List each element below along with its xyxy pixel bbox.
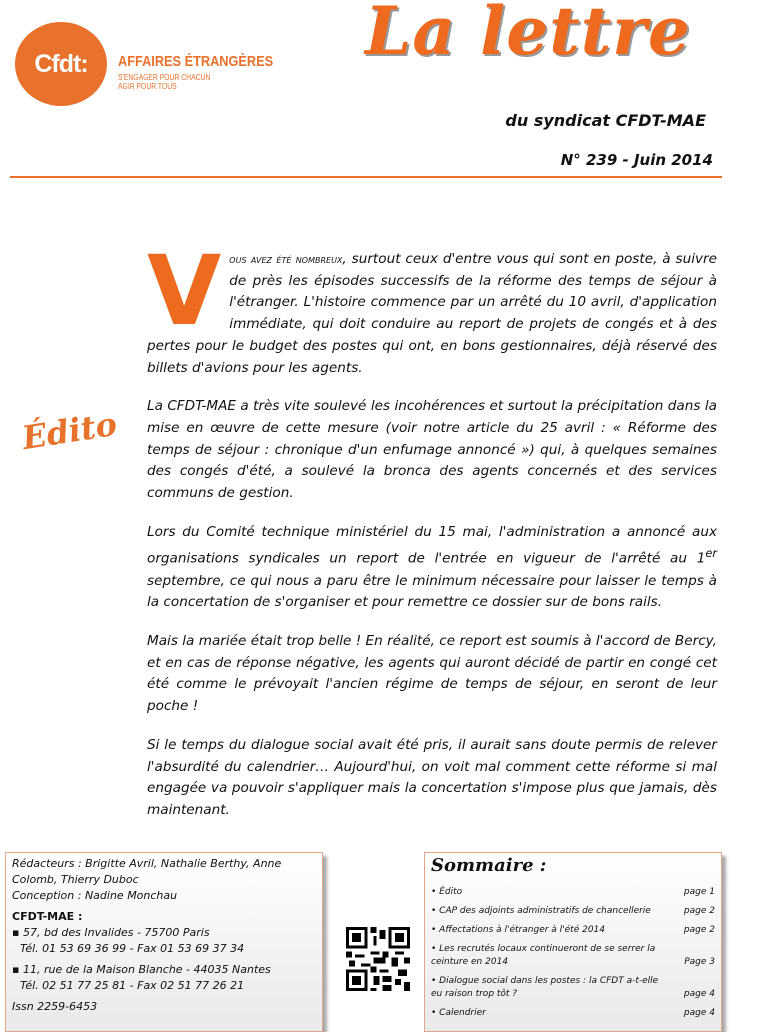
paragraph: Si le temps du dialogue social avait été pris, il aurait sans doute permis de relever l'absurdité du calendrier… Aujourd'hui, on voit mal comment cette réforme si mal engagée va pouvoir s'appliquer mais la concertation s'impose plus que jamais, dès maintenant. — [147, 736, 717, 818]
masthead-subtitle: du syndicat CFDT-MAE — [505, 111, 706, 130]
toc-page: page 1 — [683, 887, 715, 897]
tagline-1: S'ENGAGER POUR CHACUN — [118, 73, 211, 82]
toc-page: page 4 — [683, 989, 715, 999]
paragraph-text: Lors du Comité technique ministériel du 15 mai, l'administration a annoncé aux organisations syndicales un report de l'entrée en vigueur de l'arrêté au 1 — [147, 523, 717, 567]
paragraph: Mais la mariée était trop belle ! En réalité, ce report est soumis à l'accord de Bercy, et en cas de réponse négative, les agents qui auront décidé de partir en congé cet été comme le prévoyait l'ancien régime de temps de séjour, en seront de leur poche ! — [147, 633, 717, 715]
address-1: ▪ 57, bd des Invalides - 75700 Paris — [12, 926, 210, 939]
logo-mark: Cfdt: — [34, 49, 88, 78]
paragraph: La CFDT-MAE a très vite soulevé les incohérences et surtout la précipitation dans la mise en œuvre de cette mesure (voir notre article du 25 avril : « Réforme des temps de séjour : chronique d'un enfumage annoncé ») qui, à quelques semaines des congés d'été, a soulevé la bronca des agents concernés et des services communs de gestion. — [147, 398, 717, 502]
drop-cap: V — [147, 235, 222, 347]
header-rule — [10, 176, 722, 178]
issue-number: N° 239 - Juin 2014 — [560, 151, 713, 169]
masthead-title: La lettre — [365, 0, 691, 70]
toc-item[interactable] — [431, 943, 715, 969]
toc-item[interactable] — [431, 1007, 715, 1020]
address-2: ▪ 11, rue de la Maison Blanche - 44035 Nantes — [12, 963, 271, 976]
phone-1: Tél. 01 53 69 36 99 - Fax 01 53 69 37 34 — [20, 942, 245, 955]
credits-box — [5, 852, 323, 1032]
paragraph — [147, 235, 717, 379]
address-text: 11, rue de la Maison Blanche - 44035 Nantes — [22, 963, 271, 976]
superscript: er — [705, 546, 717, 561]
lead-in: ous avez été nombreux — [229, 252, 343, 266]
toc-item[interactable] — [431, 975, 715, 1001]
address-text: 57, bd des Invalides - 75700 Paris — [22, 926, 210, 939]
toc-label: • Calendrier — [431, 1008, 486, 1018]
toc-item[interactable] — [431, 924, 715, 937]
phone-2: Tél. 02 51 77 25 81 - Fax 02 51 77 26 21 — [20, 979, 245, 992]
toc-label: • Les recrutés locaux continueront de se serrer la ceinture en 2014 — [431, 944, 656, 967]
tagline-2: AGIR POUR TOUS — [118, 82, 177, 91]
toc-page: Page 3 — [684, 957, 715, 967]
toc-label: • Édito — [431, 887, 463, 897]
toc-item[interactable] — [431, 886, 715, 899]
toc-label: • Affectations à l'étranger à l'été 2014 — [431, 925, 606, 935]
toc-label: • CAP des adjoints administratifs de chancellerie — [431, 906, 651, 916]
design-credit: Conception : Nadine Monchau — [12, 889, 178, 902]
toc-item[interactable] — [431, 905, 715, 918]
paragraph — [147, 522, 717, 614]
logo-name: AFFAIRES ÉTRANGÈRES — [118, 53, 274, 70]
section-label: Édito — [19, 404, 120, 458]
cfdt-logo — [15, 22, 107, 106]
org-name: CFDT-MAE : — [12, 910, 83, 923]
logo-tagline — [118, 73, 210, 91]
table-of-contents — [424, 852, 722, 1032]
qr-code — [346, 927, 410, 991]
toc-page: page 4 — [683, 1008, 715, 1018]
toc-page: page 2 — [683, 906, 715, 916]
paragraph-text: septembre, ce qui nous a paru être le minimum nécessaire pour laisser le temps à la concertation de s'organiser et pour remettre ce dossier sur de bons rails. — [147, 572, 717, 611]
paragraph-text: , surtout ceux d'entre vous qui sont en poste, à suivre de près les épisodes successifs de la réforme des temps de séjour à l'étranger. L'histoire commence par un arrêté du 10 avril, d'application immédiate, qui doit conduire au report de projets de congés et à des pertes pour le budget des postes qui ont, en bons gestionnaires, déjà réservé des billets d'avions pour les agents. — [147, 251, 717, 376]
toc-page: page 2 — [683, 925, 715, 935]
issn: Issn 2259-6453 — [12, 1000, 98, 1013]
toc-label: • Dialogue social dans les postes : la CFDT a-t-elle eu raison trop tôt ? — [431, 976, 659, 999]
editors: Rédacteurs : Brigitte Avril, Nathalie Berthy, Anne Colomb, Thierry Duboc — [12, 857, 282, 886]
toc-title: Sommaire : — [431, 855, 547, 876]
editorial-body — [147, 235, 717, 839]
